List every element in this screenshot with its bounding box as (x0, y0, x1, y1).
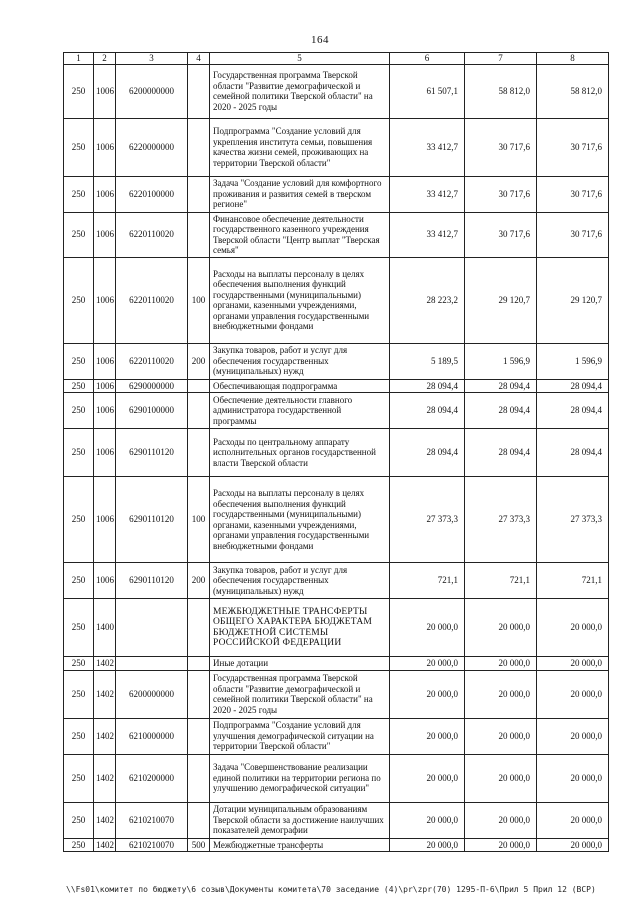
table-cell-c7: 28 094,4 (465, 429, 537, 477)
table-cell-c1: 250 (64, 176, 94, 212)
table-cell-c8: 28 094,4 (537, 393, 609, 429)
table-cell-c1: 250 (64, 393, 94, 429)
table-cell-c6: 20 000,0 (390, 670, 465, 718)
table-cell-c3: 6220100000 (116, 176, 188, 212)
table-cell-c6: 28 094,4 (390, 429, 465, 477)
table-cell-c2: 1006 (94, 343, 116, 379)
table-cell-c8: 20 000,0 (537, 754, 609, 802)
table-cell-c3: 6210000000 (116, 718, 188, 754)
table-cell-c3: 6220110020 (116, 212, 188, 257)
table-row (64, 802, 609, 838)
table-cell-c3: 6220110020 (116, 257, 188, 343)
table-cell-c7: 20 000,0 (465, 838, 537, 852)
table-cell-c6: 28 094,4 (390, 379, 465, 393)
table-cell-c3: 6290000000 (116, 379, 188, 393)
table-cell-c8: 20 000,0 (537, 718, 609, 754)
table-cell-c4 (188, 118, 210, 176)
table-cell-c3: 6290110120 (116, 477, 188, 563)
table-cell-c8: 20 000,0 (537, 838, 609, 852)
table-cell-c5: МЕЖБЮДЖЕТНЫЕ ТРАНСФЕРТЫ ОБЩЕГО ХАРАКТЕРА БЮДЖЕТАМ БЮДЖЕТНОЙ СИСТЕМЫ РОССИЙСКОЙ ФЕДЕРАЦИИ (210, 599, 390, 657)
table-row (64, 176, 609, 212)
table-cell-c1: 250 (64, 754, 94, 802)
table-cell-c7: 1 596,9 (465, 343, 537, 379)
table-cell-c1: 250 (64, 838, 94, 852)
table-cell-c8: 20 000,0 (537, 657, 609, 671)
table-cell-c8: 20 000,0 (537, 802, 609, 838)
table-cell-c5: Закупка товаров, работ и услуг для обеспечения государственных (муниципальных) нужд (210, 563, 390, 599)
table-cell-c8: 30 717,6 (537, 176, 609, 212)
table-row (64, 64, 609, 118)
table-cell-c3: 6220000000 (116, 118, 188, 176)
table-row (64, 393, 609, 429)
table-cell-c2: 1006 (94, 429, 116, 477)
table-cell-c6: 20 000,0 (390, 718, 465, 754)
header-cell: 3 (116, 53, 188, 65)
table-cell-c7: 28 094,4 (465, 379, 537, 393)
table-row (64, 343, 609, 379)
table-cell-c3: 6290110120 (116, 563, 188, 599)
table-cell-c1: 250 (64, 379, 94, 393)
table-cell-c8: 1 596,9 (537, 343, 609, 379)
table-cell-c4 (188, 802, 210, 838)
table-cell-c7: 29 120,7 (465, 257, 537, 343)
header-cell: 8 (537, 53, 609, 65)
table-cell-c5: Финансовое обеспечение деятельности государственного казенного учреждения Тверской области "Центр выплат "Тверская семья" (210, 212, 390, 257)
table-cell-c5: Дотации муниципальным образованиям Тверской области за достижение наилучших показателей демографии (210, 802, 390, 838)
table-cell-c3: 6290100000 (116, 393, 188, 429)
table-cell-c4 (188, 393, 210, 429)
table-cell-c4 (188, 212, 210, 257)
table-cell-c7: 20 000,0 (465, 754, 537, 802)
table-cell-c5: Расходы по центральному аппарату исполнительных органов государственной власти Тверской области (210, 429, 390, 477)
table-cell-c7: 58 812,0 (465, 64, 537, 118)
table-cell-c2: 1402 (94, 838, 116, 852)
table-cell-c7: 721,1 (465, 563, 537, 599)
table-header-row (64, 53, 609, 65)
table-cell-c4 (188, 657, 210, 671)
table-cell-c3: 6210210070 (116, 802, 188, 838)
table-cell-c7: 28 094,4 (465, 393, 537, 429)
table-cell-c5: Государственная программа Тверской области "Развитие демографической и семейной политики Тверской области" на 2020 - 2025 годы (210, 670, 390, 718)
table-cell-c4: 200 (188, 343, 210, 379)
table-cell-c2: 1402 (94, 657, 116, 671)
table-cell-c6: 20 000,0 (390, 599, 465, 657)
table-cell-c4 (188, 599, 210, 657)
table-cell-c5: Подпрограмма "Создание условий для укрепления института семьи, повышения качества жизни семей, проживающих на территории Тверской области" (210, 118, 390, 176)
table-cell-c5: Иные дотации (210, 657, 390, 671)
table-cell-c6: 20 000,0 (390, 838, 465, 852)
table-cell-c8: 29 120,7 (537, 257, 609, 343)
budget-table (63, 52, 609, 852)
table-cell-c2: 1402 (94, 802, 116, 838)
table-cell-c1: 250 (64, 599, 94, 657)
table-cell-c3: 6210200000 (116, 754, 188, 802)
table-cell-c7: 30 717,6 (465, 212, 537, 257)
table-cell-c6: 28 223,2 (390, 257, 465, 343)
table-cell-c3 (116, 599, 188, 657)
table-cell-c5: Задача "Совершенствование реализации единой политики на территории региона по улучшению демографической ситуации" (210, 754, 390, 802)
table-cell-c1: 250 (64, 718, 94, 754)
table-cell-c1: 250 (64, 670, 94, 718)
table-cell-c1: 250 (64, 563, 94, 599)
table-cell-c6: 33 412,7 (390, 212, 465, 257)
table-cell-c3: 6290110120 (116, 429, 188, 477)
table-cell-c7: 20 000,0 (465, 657, 537, 671)
table-cell-c2: 1006 (94, 563, 116, 599)
table-row (64, 257, 609, 343)
table-cell-c1: 250 (64, 212, 94, 257)
table-cell-c2: 1006 (94, 393, 116, 429)
table-cell-c1: 250 (64, 802, 94, 838)
table-cell-c2: 1006 (94, 257, 116, 343)
table-cell-c4 (188, 379, 210, 393)
table-cell-c6: 27 373,3 (390, 477, 465, 563)
table-cell-c8: 27 373,3 (537, 477, 609, 563)
table-cell-c1: 250 (64, 657, 94, 671)
table-cell-c4 (188, 429, 210, 477)
table-cell-c7: 20 000,0 (465, 802, 537, 838)
table-cell-c5: Расходы на выплаты персоналу в целях обеспечения выполнения функций государственными (муниципальными) органами, казенными учреждениями, органами управления государственными внебюджетными фондами (210, 477, 390, 563)
table-cell-c7: 20 000,0 (465, 599, 537, 657)
table-cell-c5: Подпрограмма "Создание условий для улучшения демографической ситуации на территории Тверской области" (210, 718, 390, 754)
table-cell-c4: 100 (188, 257, 210, 343)
table-cell-c8: 28 094,4 (537, 379, 609, 393)
table-cell-c3: 6210210070 (116, 838, 188, 852)
table-row (64, 670, 609, 718)
header-cell: 6 (390, 53, 465, 65)
table-cell-c6: 61 507,1 (390, 64, 465, 118)
table-cell-c2: 1006 (94, 379, 116, 393)
table-cell-c2: 1006 (94, 64, 116, 118)
table-cell-c1: 250 (64, 477, 94, 563)
table-row (64, 718, 609, 754)
table-cell-c7: 30 717,6 (465, 176, 537, 212)
table-cell-c5: Межбюджетные трансферты (210, 838, 390, 852)
table-cell-c5: Задача "Создание условий для комфортного проживания и развития семей в тверском регионе" (210, 176, 390, 212)
table-cell-c5: Обеспечивающая подпрограмма (210, 379, 390, 393)
header-cell: 2 (94, 53, 116, 65)
table-row (64, 379, 609, 393)
header-cell: 4 (188, 53, 210, 65)
page-number: 164 (311, 34, 329, 46)
table-row (64, 657, 609, 671)
table-cell-c8: 30 717,6 (537, 118, 609, 176)
table-cell-c6: 33 412,7 (390, 176, 465, 212)
table-row (64, 599, 609, 657)
table-row (64, 754, 609, 802)
table-row (64, 212, 609, 257)
table-cell-c6: 20 000,0 (390, 802, 465, 838)
table-cell-c4 (188, 670, 210, 718)
table-cell-c4 (188, 64, 210, 118)
table-cell-c8: 28 094,4 (537, 429, 609, 477)
table-cell-c7: 20 000,0 (465, 670, 537, 718)
table-cell-c5: Государственная программа Тверской области "Развитие демографической и семейной политики Тверской области" на 2020 - 2025 годы (210, 64, 390, 118)
table-cell-c6: 33 412,7 (390, 118, 465, 176)
table-cell-c4: 500 (188, 838, 210, 852)
table-cell-c8: 721,1 (537, 563, 609, 599)
table-cell-c8: 58 812,0 (537, 64, 609, 118)
table-cell-c4 (188, 176, 210, 212)
table-cell-c5: Обеспечение деятельности главного администратора государственной программы (210, 393, 390, 429)
table-cell-c5: Закупка товаров, работ и услуг для обеспечения государственных (муниципальных) нужд (210, 343, 390, 379)
table-cell-c2: 1006 (94, 212, 116, 257)
table-cell-c4 (188, 718, 210, 754)
header-cell: 5 (210, 53, 390, 65)
table-cell-c7: 27 373,3 (465, 477, 537, 563)
table-cell-c3: 6200000000 (116, 64, 188, 118)
table-cell-c6: 20 000,0 (390, 754, 465, 802)
table-cell-c2: 1006 (94, 118, 116, 176)
table-cell-c8: 30 717,6 (537, 212, 609, 257)
table-cell-c7: 20 000,0 (465, 718, 537, 754)
table-row (64, 429, 609, 477)
table-row (64, 477, 609, 563)
table-cell-c2: 1402 (94, 754, 116, 802)
table-cell-c1: 250 (64, 343, 94, 379)
table-cell-c3: 6220110020 (116, 343, 188, 379)
table-cell-c2: 1400 (94, 599, 116, 657)
table-row (64, 563, 609, 599)
table-cell-c5: Расходы на выплаты персоналу в целях обеспечения выполнения функций государственными (муниципальными) органами, казенными учреждениями, органами управления государственными внебюджетными фондами (210, 257, 390, 343)
table-cell-c1: 250 (64, 429, 94, 477)
table-cell-c4: 200 (188, 563, 210, 599)
table-cell-c8: 20 000,0 (537, 599, 609, 657)
table-cell-c6: 721,1 (390, 563, 465, 599)
table-row (64, 118, 609, 176)
table-cell-c3: 6200000000 (116, 670, 188, 718)
table-cell-c1: 250 (64, 118, 94, 176)
header-cell: 1 (64, 53, 94, 65)
table-cell-c8: 20 000,0 (537, 670, 609, 718)
table-cell-c7: 30 717,6 (465, 118, 537, 176)
file-path-footer: \\Fs01\комитет по бюджету\6 созыв\Документы комитета\70 заседание (4)\pr\zpr(70) 1295-П-6\Прил 5 Прил 12 (ВСР) (66, 885, 596, 894)
table-row (64, 838, 609, 852)
table-cell-c2: 1402 (94, 718, 116, 754)
table-cell-c1: 250 (64, 64, 94, 118)
table-cell-c2: 1006 (94, 176, 116, 212)
table-cell-c6: 28 094,4 (390, 393, 465, 429)
table-cell-c6: 5 189,5 (390, 343, 465, 379)
header-cell: 7 (465, 53, 537, 65)
table-cell-c1: 250 (64, 257, 94, 343)
table-cell-c2: 1402 (94, 670, 116, 718)
table-cell-c2: 1006 (94, 477, 116, 563)
table-cell-c3 (116, 657, 188, 671)
table-cell-c4 (188, 754, 210, 802)
table-cell-c4: 100 (188, 477, 210, 563)
table-cell-c6: 20 000,0 (390, 657, 465, 671)
